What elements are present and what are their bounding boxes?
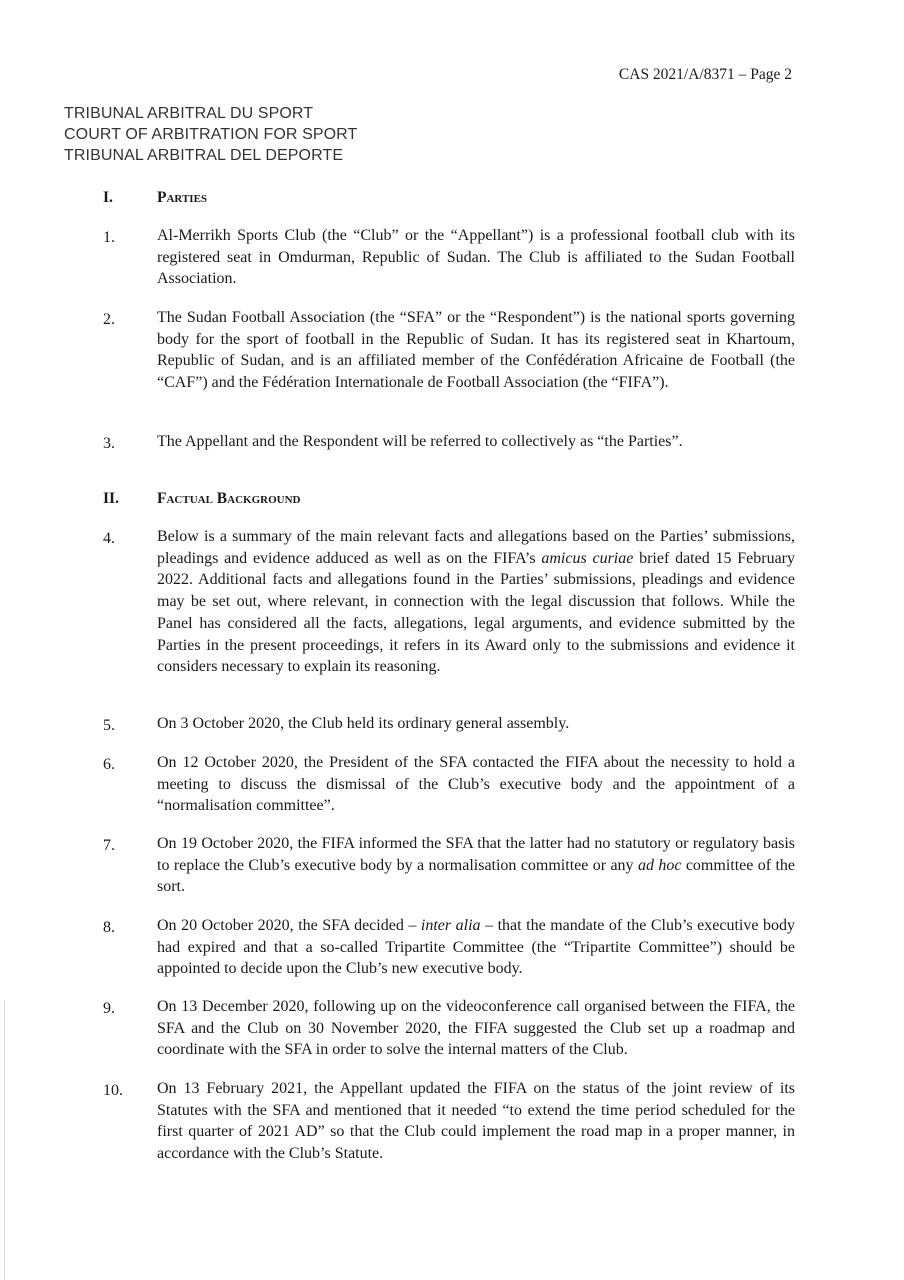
paragraph-number: 5. — [103, 717, 115, 734]
paragraph-text: The Appellant and the Respondent will be referred to collectively as “the Parties”. — [157, 433, 683, 450]
page-reference: CAS 2021/A/8371 – Page 2 — [618, 66, 792, 83]
paragraph-text: On 13 December 2020, following up on the videoconference call organised between the FIFA, the SFA and the Club on 30 November 2020, the FIFA suggested the Club set up a roadmap and coordinate with the SFA in order to solve the internal matters of the Club. — [157, 998, 795, 1059]
paragraph-8 — [103, 915, 795, 980]
paragraph-number: 4. — [103, 530, 115, 547]
scan-margin-line — [4, 1000, 5, 1280]
paragraph-2 — [103, 307, 795, 394]
paragraph-number: 3. — [103, 435, 115, 452]
paragraph-text: On 20 October 2020, the SFA decided – inter alia – that the mandate of the Club’s executive body had expired and that a so-called Tripartite Committee (the “Tripartite Committee”) should be appointed to decide upon the Club’s new executive body. — [157, 917, 796, 978]
paragraph-number: 6. — [103, 756, 115, 773]
section-number: I. — [103, 189, 113, 206]
paragraph-3 — [103, 431, 795, 453]
paragraph-9 — [103, 996, 795, 1061]
tribunal-header — [64, 103, 357, 166]
paragraph-6 — [103, 752, 795, 817]
paragraph-text: Below is a summary of the main relevant facts and allegations based on the Parties’ submissions, pleadings and evidence adduced as well as on the FIFA’s amicus curiae brief dated 15 February 2022. Additional facts and allegations found in the Parties’ submissions, pleadings and evidence may be set out, where relevant, in connection with the legal discussion that follows. While the Panel has considered all the facts, allegations, legal arguments, and evidence submitted by the Parties in the present proceedings, it refers in its Award only to the submissions and evidence it considers necessary to explain its reasoning. — [157, 528, 796, 676]
paragraph-number: 1. — [103, 229, 115, 246]
tribunal-line-es: TRIBUNAL ARBITRAL DEL DEPORTE — [64, 147, 344, 164]
paragraph-text: Al-Merrikh Sports Club (the “Club” or the “Appellant”) is a professional football club with its registered seat in Omdurman, Republic of Sudan. The Club is affiliated to the Sudan Football Association. — [157, 227, 795, 288]
paragraph-5 — [103, 713, 795, 735]
paragraph-number: 9. — [103, 1000, 115, 1017]
paragraph-text: The Sudan Football Association (the “SFA” or the “Respondent”) is the national sports governing body for the sport of football in the Republic of Sudan. It has its registered seat in Khartoum, Republic of Sudan, and is an affiliated member of the Confédération Africaine de Football (the “CAF”) and the Fédération Internationale de Football Association (the “FIFA”). — [157, 309, 795, 392]
paragraph-number: 8. — [103, 919, 115, 936]
paragraph-7 — [103, 833, 795, 898]
paragraph-4 — [103, 526, 795, 678]
tribunal-line-fr: TRIBUNAL ARBITRAL DU SPORT — [64, 105, 314, 122]
paragraph-text: On 3 October 2020, the Club held its ordinary general assembly. — [157, 715, 570, 732]
paragraph-10 — [103, 1078, 795, 1165]
section-title: Factual Background — [157, 490, 301, 507]
tribunal-line-en: COURT OF ARBITRATION FOR SPORT — [64, 126, 358, 143]
section-title: Parties — [157, 189, 208, 206]
paragraph-text: On 12 October 2020, the President of the SFA contacted the FIFA about the necessity to hold a meeting to discuss the dismissal of the Club’s executive body and the appointment of a “normalisation committee”. — [157, 754, 795, 815]
section-number: II. — [103, 490, 119, 507]
paragraph-number: 2. — [103, 311, 115, 328]
paragraph-number: 10. — [103, 1082, 123, 1099]
paragraph-1 — [103, 225, 795, 290]
paragraph-text: On 19 October 2020, the FIFA informed the SFA that the latter had no statutory or regulatory basis to replace the Club’s executive body by a normalisation committee or any ad hoc committee of the sort. — [157, 835, 796, 896]
paragraph-number: 7. — [103, 837, 115, 854]
paragraph-text: On 13 February 2021, the Appellant updated the FIFA on the status of the joint review of its Statutes with the SFA and mentioned that it needed “to extend the time period scheduled for the first quarter of 2021 AD” so that the Club could implement the road map in a proper manner, in accordance with the Club’s Statute. — [157, 1080, 795, 1163]
